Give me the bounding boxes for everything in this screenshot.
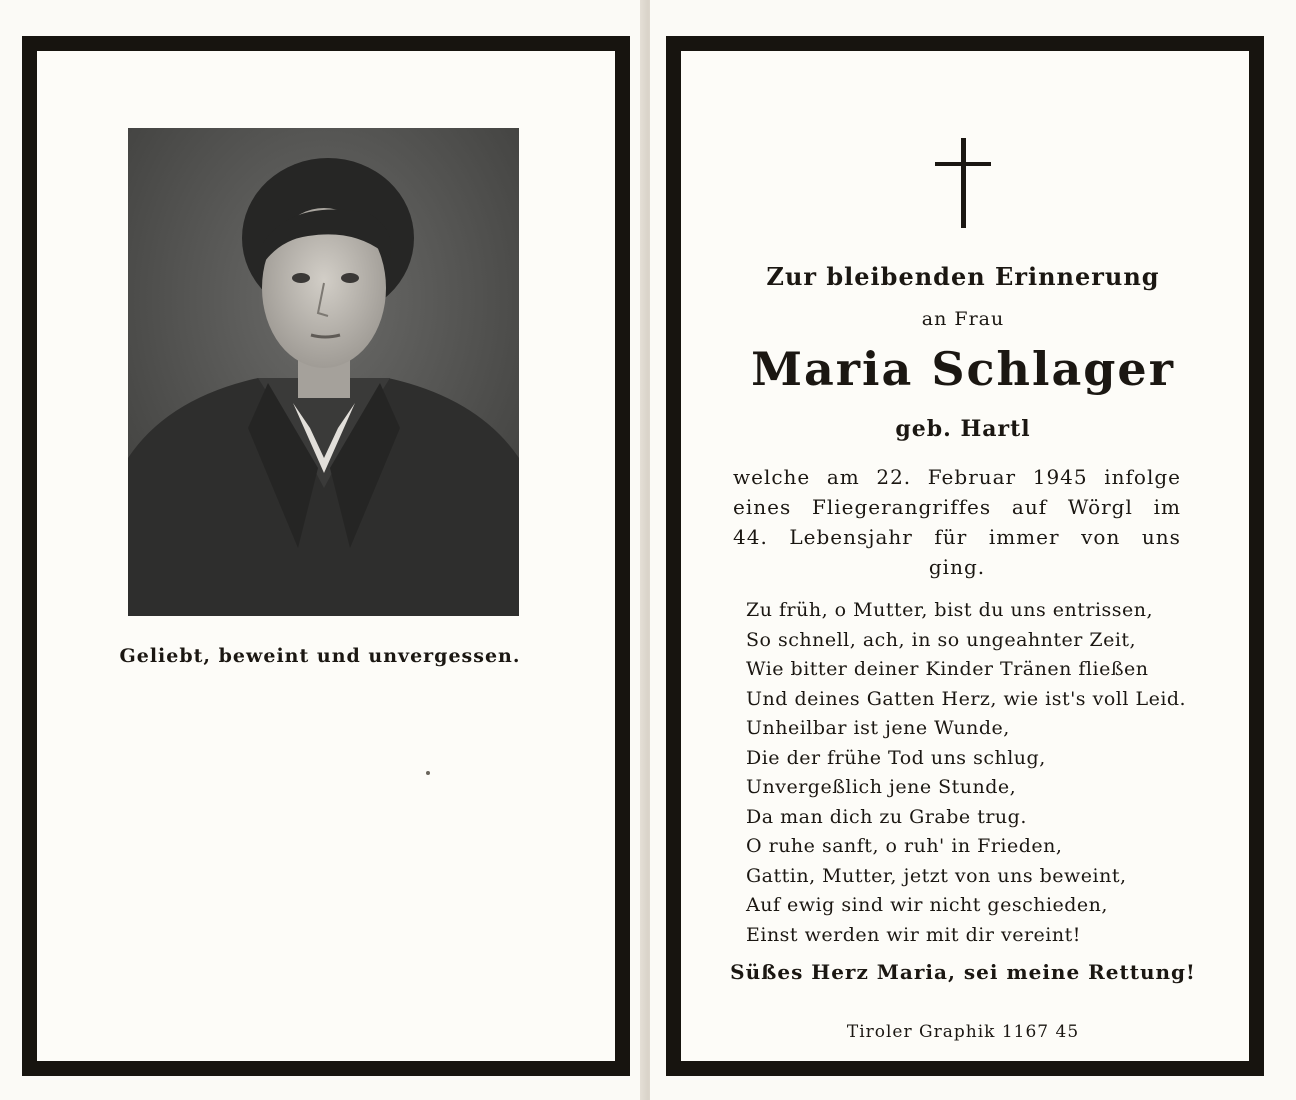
obituary-word: für xyxy=(934,525,968,549)
deceased-name: Maria Schlager xyxy=(751,342,1175,396)
paper-fleck xyxy=(426,771,430,775)
poem-line: O ruhe sanft, o ruh' in Frieden, xyxy=(746,835,1063,857)
poem-line: So schnell, ach, in so ungeahnter Zeit, xyxy=(746,628,1137,651)
obituary-word: am xyxy=(826,465,860,489)
cross-icon xyxy=(935,138,991,228)
obituary-word: uns xyxy=(1141,525,1181,549)
obituary-word: 44. xyxy=(733,525,768,549)
printer-imprint: Tiroler Graphik 1167 45 xyxy=(846,1022,1080,1042)
obituary-word: 22. xyxy=(876,465,912,489)
obituary-word: 1945 xyxy=(1032,465,1088,489)
poem-line: Zu früh, o Mutter, bist du uns entrissen, xyxy=(746,599,1154,621)
obituary-line xyxy=(733,522,1181,552)
portrait-photo xyxy=(128,128,519,616)
poem-line: Unvergeßlich jene Stunde, xyxy=(746,776,1017,798)
obituary-line xyxy=(733,552,1181,582)
obituary-word: immer xyxy=(988,525,1060,549)
obituary-line xyxy=(733,492,1181,522)
poem-line: Auf ewig sind wir nicht geschieden, xyxy=(746,894,1108,916)
poem-line: Wie bitter deiner Kinder Tränen fließen xyxy=(746,658,1149,680)
obituary-word: infolge xyxy=(1104,465,1181,489)
poem-line: Unheilbar ist jene Wunde, xyxy=(746,717,1010,739)
poem-line: Da man dich zu Grabe trug. xyxy=(746,805,1027,828)
poem-line: Die der frühe Tod uns schlug, xyxy=(746,746,1046,769)
obituary-word: im xyxy=(1153,495,1181,519)
left-caption: Geliebt, beweint und unvergessen. xyxy=(119,645,521,667)
poem-line: Und deines Gatten Herz, wie ist's voll Leid. xyxy=(746,687,1187,710)
obituary-text xyxy=(733,462,1181,582)
poem-line: Gattin, Mutter, jetzt von uns beweint, xyxy=(746,864,1127,887)
portrait-photo-icon xyxy=(128,128,519,616)
memorial-poem xyxy=(746,596,1186,950)
closing-prayer: Süßes Herz Maria, sei meine Rettung! xyxy=(730,960,1196,984)
obituary-word: auf xyxy=(1011,495,1048,519)
obituary-word: Februar xyxy=(927,465,1017,489)
obituary-word: welche xyxy=(733,465,811,489)
memorial-heading: Zur bleibenden Erinnerung xyxy=(766,262,1160,291)
obituary-word: eines xyxy=(733,495,792,519)
obituary-line xyxy=(733,462,1181,492)
obituary-word: Lebensjahr xyxy=(789,525,913,549)
obituary-word: Wörgl xyxy=(1067,495,1133,519)
poem-line: Einst werden wir mit dir vereint! xyxy=(746,923,1081,946)
obituary-word: Fliegerangriffes xyxy=(811,495,992,519)
an-frau-text: an Frau xyxy=(921,308,1005,330)
obituary-word: ging. xyxy=(928,555,986,579)
birth-name: geb. Hartl xyxy=(895,416,1031,442)
obituary-word: von xyxy=(1081,525,1121,549)
